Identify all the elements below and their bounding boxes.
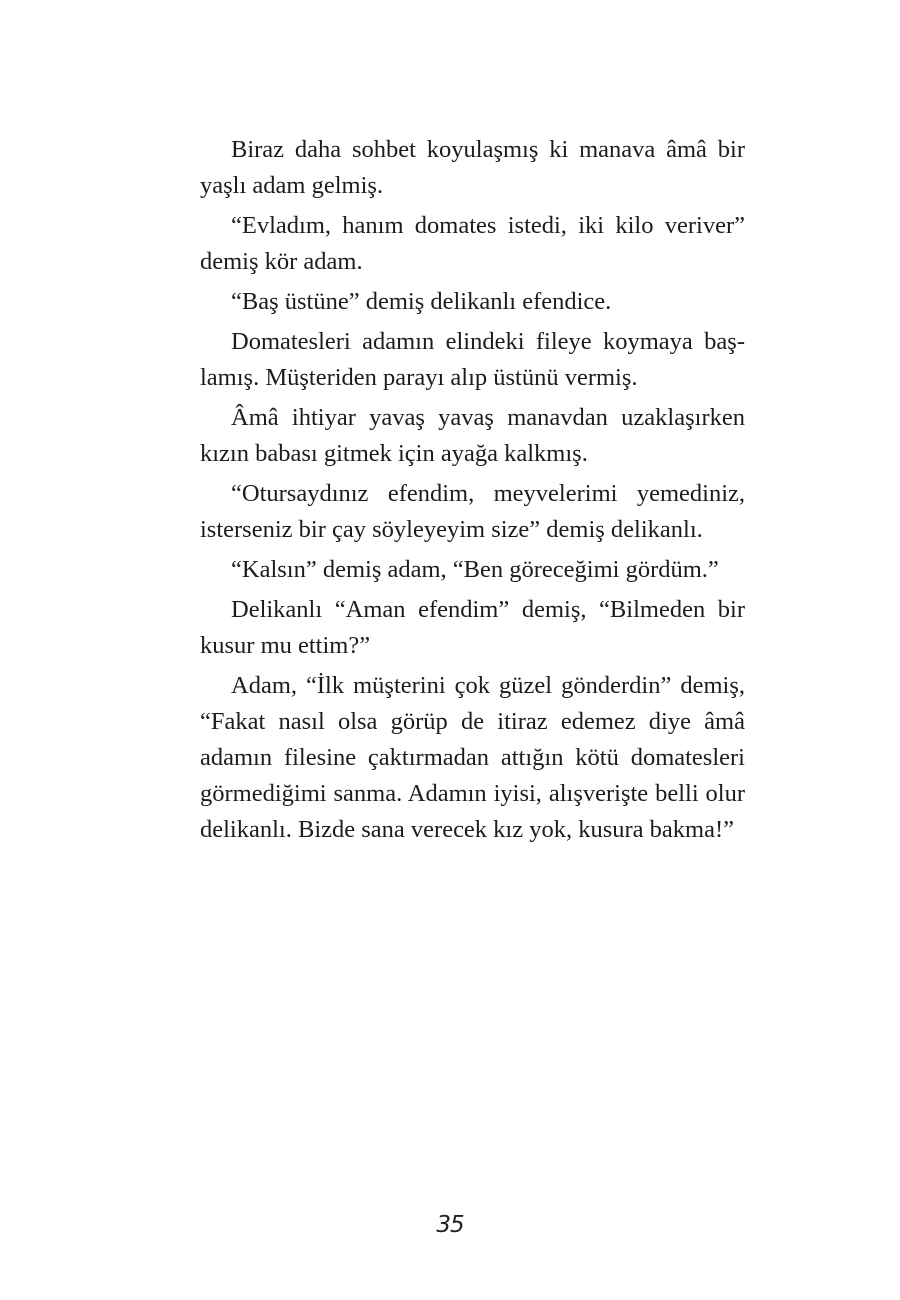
page-number: 35 [436,1212,464,1238]
paragraph: Âmâ ihtiyar yavaş yavaş manavdan uzaklaşırken kızın babası gitmek için ayağa kalkmış. [200,404,745,467]
paragraph: “Kalsın” demiş adam, “Ben göreceğimi gördüm.” [231,556,719,583]
paragraph: “Otursaydınız efendim, meyvelerimi yemediniz, isterseniz bir çay söyleyeyim size” demiş delikanlı. [200,480,745,543]
paragraph: “Baş üstüne” demiş delikanlı efendice. [231,288,612,315]
body-text [200,132,745,852]
paragraph: “Evladım, hanım domates istedi, iki kilo veriver” demiş kör adam. [200,212,745,275]
paragraph: Biraz daha sohbet koyulaşmış ki manava âmâ bir yaşlı adam gelmiş. [200,136,745,199]
paragraph: Delikanlı “Aman efendim” demiş, “Bilmeden bir kusur mu ettim?” [200,596,745,659]
paragraph: Domatesleri adamın elindeki fileye koymaya baş-lamış. Müşteriden parayı alıp üstünü vermiş. [200,328,745,391]
paragraph: Adam, “İlk müşterini çok güzel gönderdin” demiş, “Fakat nasıl olsa görüp de itiraz edemez diye âmâ adamın filesine çaktırmadan attığın kötü domatesleri görmediğimi sanma. Adamın iyisi, alışverişte belli olur delikanlı. Bizde sana verecek kız yok, kusura bakma!” [200,672,745,843]
